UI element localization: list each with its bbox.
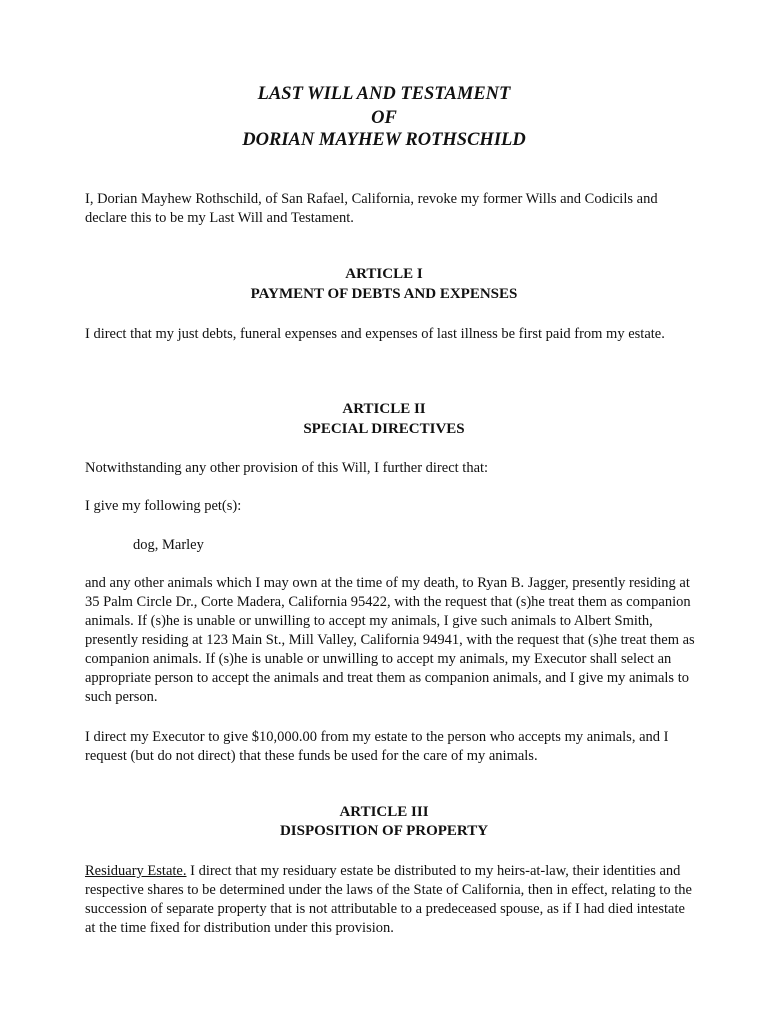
title-line-2: OF xyxy=(371,108,397,128)
article-1-paragraph: I direct that my just debts, funeral expenses and expenses of last illness be first paid from my estate. xyxy=(85,326,665,342)
article-2-paragraph-3: and any other animals which I may own at the time of my death, to Ryan B. Jagger, presently residing at 35 Palm Circle Dr., Corte Madera, California 95422, with the request that (s)he treat them as companion animals. If (s)he is unable or unwilling to accept my animals, I give such animals to Albert Smith, presently residing at 123 Main St., Mill Valley, California 94941, with the request that (s)he treat them as companion animals. If (s)he is unable or unwilling to accept my animals, my Executor shall select an appropriate person to accept the animals and treat them as companion animals, and I give my animals to such person. xyxy=(85,575,695,705)
title-line-3: DORIAN MAYHEW ROTHSCHILD xyxy=(242,130,526,150)
article-1-number: ARTICLE I xyxy=(345,266,423,282)
article-1-heading: PAYMENT OF DEBTS AND EXPENSES xyxy=(250,286,518,302)
article-2-number: ARTICLE II xyxy=(342,401,426,417)
pet-entry: dog, Marley xyxy=(133,537,204,553)
article-2-paragraph-2: I give my following pet(s): xyxy=(85,498,242,514)
article-3-number: ARTICLE III xyxy=(339,804,429,820)
residuary-estate-label: Residuary Estate. xyxy=(85,863,187,879)
intro-paragraph: I, Dorian Mayhew Rothschild, of San Rafael, California, revoke my former Wills and Codicils and declare this to be my Last Will and Testament. xyxy=(85,191,658,226)
title-line-1: LAST WILL AND TESTAMENT xyxy=(257,84,511,104)
article-2-paragraph-4: I direct my Executor to give $10,000.00 from my estate to the person who accepts my animals, and I request (but do not direct) that these funds be used for the care of my animals. xyxy=(85,729,669,764)
article-3-text: I direct that my residuary estate be distributed to my heirs-at-law, their identities and respective shares to be determined under the laws of the State of California, then in effect, relating to the succession of separate property that is not attributable to a predeceased spouse, as if I had died intestate at the time fixed for distribution under this provision. xyxy=(85,863,692,936)
article-3-heading: DISPOSITION OF PROPERTY xyxy=(279,823,489,839)
article-3-paragraph xyxy=(85,862,695,938)
article-2-heading: SPECIAL DIRECTIVES xyxy=(303,421,465,437)
article-2-paragraph-1: Notwithstanding any other provision of this Will, I further direct that: xyxy=(85,460,489,476)
